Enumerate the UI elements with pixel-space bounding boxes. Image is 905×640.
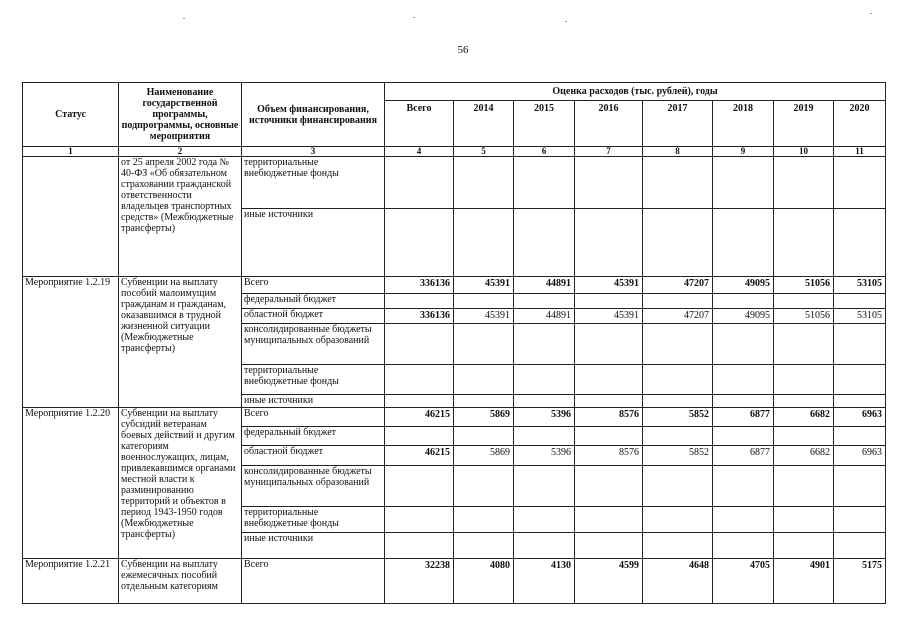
event-status: Мероприятие 1.2.19 (23, 277, 119, 408)
value-cell: 6877 (713, 446, 774, 466)
value-cell: 46215 (385, 446, 454, 466)
value-cell: 336136 (385, 277, 454, 294)
value-cell: 5175 (834, 559, 886, 604)
source-label: территориальные внебюджетные фонды (242, 507, 385, 533)
scan-speck (183, 18, 185, 19)
source-label: территориальные внебюджетные фонды (242, 365, 385, 395)
header-year: 2014 (454, 101, 514, 147)
value-cell: 5852 (643, 408, 713, 427)
value-cell: 6682 (774, 408, 834, 427)
header-year: 2018 (713, 101, 774, 147)
source-label: консолидированные бюджеты муниципальных образований (242, 324, 385, 365)
column-index: 4 (385, 147, 454, 157)
value-cell: 53105 (834, 277, 886, 294)
value-cell: 51056 (774, 277, 834, 294)
header-total: Всего (385, 101, 454, 147)
value-cell: 4130 (514, 559, 575, 604)
source-label: территориальные внебюджетные фонды (242, 157, 385, 209)
value-cell: 4901 (774, 559, 834, 604)
status-cell (23, 157, 119, 277)
value-cell: 5869 (454, 408, 514, 427)
value-cell: 32238 (385, 559, 454, 604)
header-status: Статус (23, 83, 119, 147)
event-name: от 25 апреля 2002 года № 40-ФЗ «Об обязательном страховании гражданской ответственности владельцев транспортных средств» (Межбюджетные трансферты) (119, 157, 242, 277)
value-cell: 6963 (834, 446, 886, 466)
value-cell: 6877 (713, 408, 774, 427)
header-year: 2020 (834, 101, 886, 147)
header-year: 2016 (575, 101, 643, 147)
value-cell: 51056 (774, 309, 834, 324)
value-cell: 49095 (713, 277, 774, 294)
value-cell: 5869 (454, 446, 514, 466)
source-label: консолидированные бюджеты муниципальных образований (242, 466, 385, 507)
source-label: областной бюджет (242, 309, 385, 324)
value-cell: 6682 (774, 446, 834, 466)
source-label: областной бюджет (242, 446, 385, 466)
column-index: 10 (774, 147, 834, 157)
value-cell: 336136 (385, 309, 454, 324)
header-estimate: Оценка расходов (тыс. рублей), годы (385, 83, 886, 101)
scan-speck (565, 21, 567, 22)
column-index-row (23, 147, 886, 157)
page-number: 56 (457, 44, 469, 56)
value-cell: 53105 (834, 309, 886, 324)
column-index: 3 (242, 147, 385, 157)
header-year: 2019 (774, 101, 834, 147)
event-status: Мероприятие 1.2.21 (23, 559, 119, 604)
table-row (23, 559, 886, 604)
value-cell: 47207 (643, 309, 713, 324)
source-label: Всего (242, 277, 385, 294)
value-cell: 8576 (575, 446, 643, 466)
value-cell: 45391 (454, 277, 514, 294)
value-cell: 4599 (575, 559, 643, 604)
column-index: 11 (834, 147, 886, 157)
value-cell: 49095 (713, 309, 774, 324)
event-name: Субвенции на выплату пособий малоимущим гражданам и гражданам, оказавшимся в трудной жизненной ситуации (Межбюджетные трансферты) (119, 277, 242, 408)
header-year: 2017 (643, 101, 713, 147)
event-status: Мероприятие 1.2.20 (23, 408, 119, 559)
value-cell: 46215 (385, 408, 454, 427)
scan-speck (870, 13, 872, 14)
column-index: 7 (575, 147, 643, 157)
value-cell: 6963 (834, 408, 886, 427)
value-cell: 4705 (713, 559, 774, 604)
value-cell: 45391 (575, 277, 643, 294)
value-cell: 5852 (643, 446, 713, 466)
value-cell: 47207 (643, 277, 713, 294)
value-cell: 4080 (454, 559, 514, 604)
value-cell: 45391 (454, 309, 514, 324)
header-name: Наименование государственной программы, подпрограммы, основные мероприятия (119, 83, 242, 147)
header-sources: Объем финансирования, источники финансирования (242, 83, 385, 147)
value-cell: 5396 (514, 408, 575, 427)
source-label: федеральный бюджет (242, 427, 385, 446)
source-label: Всего (242, 408, 385, 427)
column-index: 8 (643, 147, 713, 157)
source-label: федеральный бюджет (242, 294, 385, 309)
value-cell: 44891 (514, 277, 575, 294)
event-name: Субвенции на выплату субсидий ветеранам боевых действий и другим категориям военнослужащих, лицам, привлекавшимся органами местной власти к разминированию территорий и объектов в период 1943-1950 годов (Межбюджетные трансферты) (119, 408, 242, 559)
source-label: Всего (242, 559, 385, 604)
budget-table (22, 82, 886, 604)
value-cell: 4648 (643, 559, 713, 604)
column-index: 6 (514, 147, 575, 157)
source-label: иные источники (242, 533, 385, 559)
header-year: 2015 (514, 101, 575, 147)
column-index: 5 (454, 147, 514, 157)
value-cell: 44891 (514, 309, 575, 324)
value-cell: 8576 (575, 408, 643, 427)
scan-speck (413, 17, 415, 18)
event-name: Субвенции на выплату ежемесячных пособий отдельным категориям (119, 559, 242, 604)
value-cell: 5396 (514, 446, 575, 466)
value-cell: 45391 (575, 309, 643, 324)
source-label: иные источники (242, 395, 385, 408)
column-index: 9 (713, 147, 774, 157)
table-row (23, 408, 886, 427)
table-row (23, 157, 886, 209)
column-index: 1 (23, 147, 119, 157)
column-index: 2 (119, 147, 242, 157)
source-label: иные источники (242, 209, 385, 277)
table-row (23, 277, 886, 294)
